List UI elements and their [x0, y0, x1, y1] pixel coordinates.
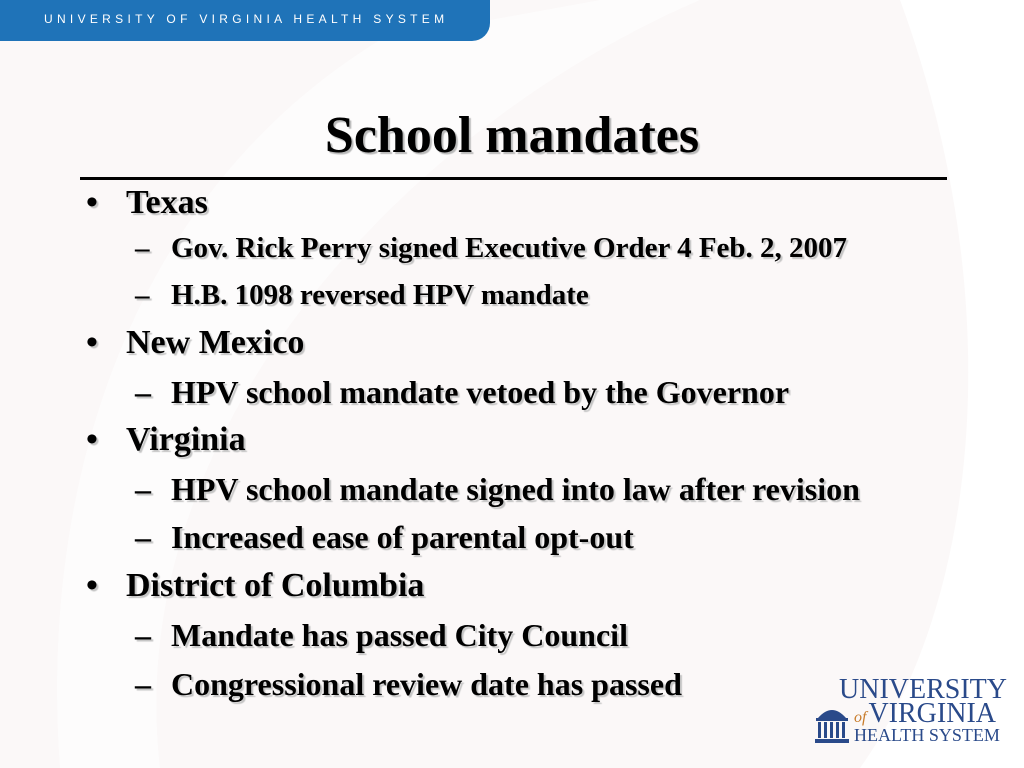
bullet-item: • District of Columbia — [86, 567, 425, 604]
sub-bullet-item: – HPV school mandate vetoed by the Governor — [135, 374, 790, 410]
bullet-item: • Texas — [86, 184, 208, 221]
bullet-dot-icon: • — [86, 184, 98, 221]
dash-icon: – — [135, 374, 151, 410]
banner-text: UNIVERSITY OF VIRGINIA HEALTH SYSTEM — [44, 12, 449, 26]
bullet-dot-icon: • — [86, 567, 98, 604]
dash-icon: – — [135, 519, 151, 555]
sub-bullet-item: – Mandate has passed City Council — [135, 617, 628, 653]
bullet-dot-icon: • — [86, 324, 98, 361]
slide-title: School mandates — [324, 107, 700, 164]
dash-icon: – — [135, 279, 150, 311]
logo-line-health-system: HEALTH SYSTEM — [854, 725, 1000, 745]
sub-bullet-item: – H.B. 1098 reversed HPV mandate — [135, 279, 589, 311]
sub-bullet-item: – HPV school mandate signed into law after revision — [135, 471, 860, 507]
logo-line-university: UNIVERSITY — [839, 674, 1007, 705]
sub-bullet-item: – Congressional review date has passed — [135, 666, 682, 702]
rotunda-icon — [814, 704, 850, 744]
bullet-dot-icon: • — [86, 421, 98, 458]
dash-icon: – — [135, 471, 151, 507]
logo-line-virginia: ofVIRGINIA — [854, 698, 996, 729]
dash-icon: – — [135, 232, 150, 264]
dash-icon: – — [135, 666, 151, 702]
sub-bullet-item: – Gov. Rick Perry signed Executive Order 4 Feb. 2, 2007 — [135, 232, 848, 264]
sub-bullet-item: – Increased ease of parental opt-out — [135, 519, 634, 555]
bullet-item: • New Mexico — [86, 324, 305, 361]
uva-health-logo — [812, 674, 1007, 748]
bullet-item: • Virginia — [86, 421, 246, 458]
dash-icon: – — [135, 617, 151, 653]
